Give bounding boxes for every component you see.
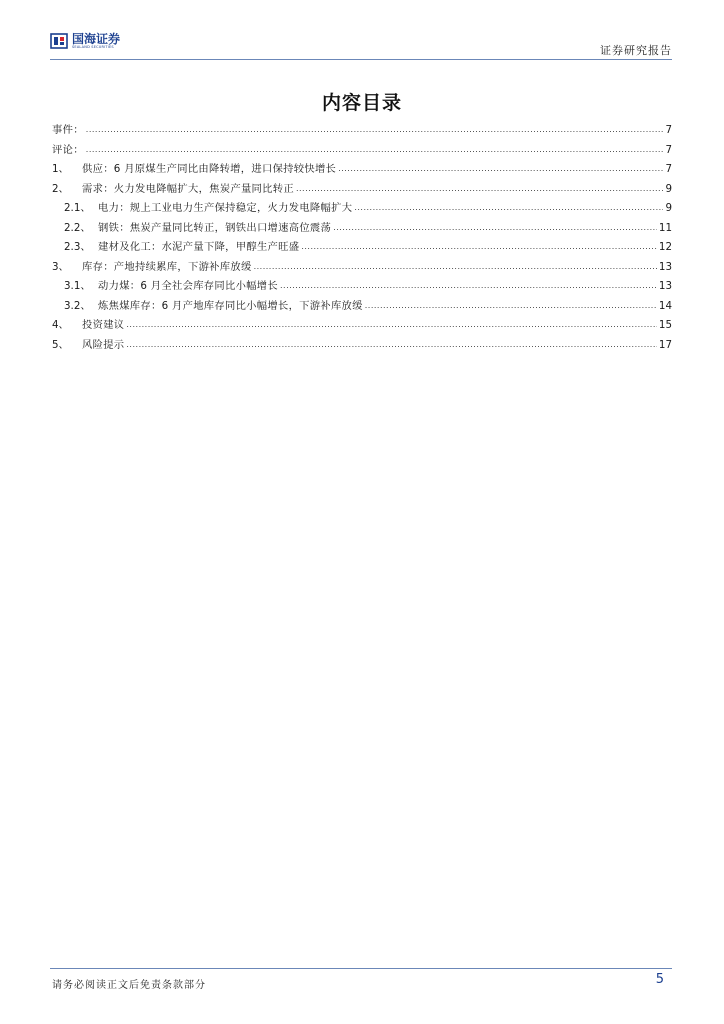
toc-entry-page: 14 — [658, 299, 672, 312]
toc-entry-text: 事件： — [52, 124, 84, 136]
toc-entry-page: 12 — [658, 241, 672, 253]
toc-entry-number: 4、 — [52, 319, 69, 331]
toc-leader-dots — [338, 164, 663, 173]
toc-entry-number: 5、 — [52, 338, 69, 351]
logo-chinese-name: 国海证券 — [72, 31, 121, 46]
header-divider — [50, 59, 672, 60]
toc-entry-3[interactable] — [52, 258, 672, 278]
toc-entry-text: 库存：产地持续累库，下游补库放缓 — [82, 260, 252, 273]
toc-entry-2[interactable] — [52, 180, 672, 200]
toc-entry-4[interactable] — [52, 316, 672, 336]
table-of-contents — [52, 121, 672, 355]
toc-leader-dots — [86, 125, 664, 134]
toc-entry-2-1[interactable] — [52, 199, 672, 219]
logo-english-name: SEALAND SECURITIES — [72, 44, 114, 49]
footer-divider — [50, 968, 672, 969]
toc-entry-text: 需求：火力发电降幅扩大，焦炭产量同比转正 — [82, 182, 294, 195]
toc-entry-2-2[interactable] — [52, 219, 672, 239]
disclaimer-note: 请务必阅读正文后免责条款部分 — [52, 980, 206, 991]
toc-entry-text: 风险提示 — [82, 338, 125, 351]
toc-entry-text: 供应：6 月原煤生产同比由降转增，进口保持较快增长 — [82, 163, 337, 175]
toc-entry-event[interactable] — [52, 121, 672, 141]
toc-entry-page: 13 — [658, 280, 672, 292]
toc-entry-number: 3.2、 — [64, 299, 91, 312]
toc-entry-number: 1、 — [52, 163, 69, 175]
toc-entry-3-1[interactable] — [52, 277, 672, 297]
toc-entry-2-3[interactable] — [52, 238, 672, 258]
toc-entry-number: 2.2、 — [64, 221, 91, 234]
toc-entry-5[interactable] — [52, 336, 672, 356]
toc-entry-page: 9 — [665, 182, 672, 195]
toc-entry-text: 动力煤：6 月全社会库存同比小幅增长 — [98, 280, 278, 292]
toc-leader-dots — [296, 184, 664, 193]
toc-entry-number: 2.1、 — [64, 202, 91, 214]
toc-leader-dots — [333, 223, 657, 232]
toc-leader-dots — [254, 262, 657, 271]
toc-entry-page: 7 — [665, 163, 672, 175]
toc-entry-page: 17 — [658, 338, 672, 351]
toc-entry-number: 3.1、 — [64, 280, 91, 292]
toc-entry-number: 2、 — [52, 182, 69, 195]
toc-title: 内容目录 — [321, 92, 402, 114]
toc-entry-page: 7 — [665, 143, 672, 156]
toc-entry-3-2[interactable] — [52, 297, 672, 317]
toc-entry-text: 投资建议 — [82, 319, 125, 331]
report-type-label: 证券研究报告 — [600, 44, 672, 57]
toc-entry-page: 13 — [658, 260, 672, 273]
toc-entry-text: 炼焦煤库存：6 月产地库存同比小幅增长，下游补库放缓 — [98, 299, 363, 312]
toc-entry-page: 9 — [665, 202, 672, 214]
toc-entry-number: 2.3、 — [64, 241, 91, 253]
toc-entry-comment[interactable] — [52, 141, 672, 161]
toc-leader-dots — [126, 320, 657, 329]
toc-entry-number: 3、 — [52, 260, 69, 273]
toc-leader-dots — [365, 301, 657, 310]
company-logo — [50, 30, 120, 52]
toc-entry-1[interactable] — [52, 160, 672, 180]
sealand-logo-icon — [50, 32, 68, 50]
toc-entry-text: 评论： — [52, 143, 84, 156]
page-number: 5 — [655, 972, 664, 987]
toc-leader-dots — [354, 203, 663, 212]
page-header — [50, 28, 672, 58]
toc-leader-dots — [126, 340, 657, 349]
toc-leader-dots — [301, 242, 657, 251]
toc-entry-text: 建材及化工：水泥产量下降，甲醇生产旺盛 — [98, 241, 300, 253]
toc-entry-page: 7 — [665, 124, 672, 136]
toc-leader-dots — [86, 145, 664, 154]
toc-entry-text: 电力：规上工业电力生产保持稳定，火力发电降幅扩大 — [98, 202, 353, 214]
toc-leader-dots — [280, 281, 657, 290]
toc-entry-page: 11 — [658, 221, 672, 234]
toc-entry-page: 15 — [658, 319, 672, 331]
toc-entry-text: 钢铁：焦炭产量同比转正，钢铁出口增速高位震荡 — [98, 221, 332, 234]
